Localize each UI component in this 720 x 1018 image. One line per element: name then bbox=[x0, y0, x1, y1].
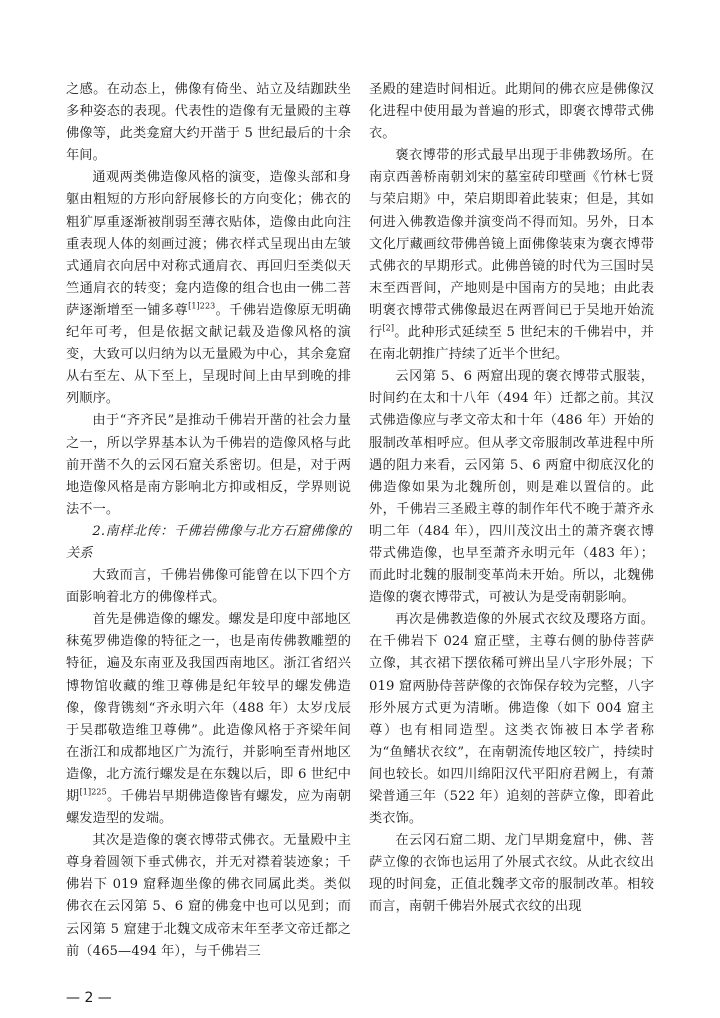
paragraph: 由于“齐齐民”是推动千佛岩开凿的社会力量之一，所以学界基本认为千佛岩的造像风格与此前开凿不久的云冈石窟关系密切。但是，对于两地造像风格是南方影响北方抑或相反，学界则说法不一。 bbox=[66, 413, 351, 517]
citation-ref: [1]223 bbox=[188, 301, 216, 311]
paragraph: 大致而言，千佛岩佛像可能曾在以下四个方面影响着北方的佛像样式。 bbox=[66, 568, 351, 606]
page-number: — 2 — bbox=[66, 990, 112, 1006]
paragraph: 云冈第 5、6 两窟出现的褒衣博带式服装，时间约在太和十八年（494 年）迁都之前。其汉式佛造像应与孝文帝太和十年（486 年）开始的服制改革相呼应。但从孝文帝服制改革进程中所遇的阻力来看，云冈第 5、6 两窟中彻底汉化的佛造像如果为北魏所创，则是难以置信的。此外，千佛岩三圣殿主尊的制作年代不晚于萧齐永明二年（484 年），四川茂汶出土的萧齐褒衣博带式佛造像，也早至萧齐永明元年（483 年）；而此时北魏的服制变革尚未开始。所以，北魏佛造像的褒衣博带式，可被认为是受南朝影响。 bbox=[369, 369, 654, 606]
paragraph-text: 。此种形式延续至 5 世纪末的千佛岩中，并在南北朝推广持续了近半个世纪。 bbox=[369, 325, 655, 363]
paragraph: 其次是造像的褒衣博带式佛衣。无量殿中主尊身着圆领下垂式佛衣，并无对襟着装迹象；千佛岩下 019 窟释迦坐像的佛衣同属此类。类似佛衣在云冈第 5、6 窟的佛龛中也可以见到；而云冈第 5 窟建于北魏文成帝末年至孝文帝迁都之前（465—494 年），与千佛岩三 bbox=[66, 833, 351, 959]
left-column bbox=[66, 79, 351, 963]
citation-ref: [2] bbox=[382, 323, 395, 333]
paragraph-text: 首先是佛造像的螺发。螺发是印度中部地区秣菟罗佛造像的特征之一，也是南传佛教雕塑的特征，遍及东南亚及我国西南地区。浙江省绍兴博物馆收藏的维卫尊佛是纪年较早的螺发佛造像，像背镌刻“齐永明六年（488 年）太岁戊辰于吴郡敬造维卫尊佛”。此造像风格于齐梁年间在浙江和成都地区广为流行，并影响至青州地区造像，北方流行螺发是在东魏以后，即 6 世纪中期 bbox=[66, 612, 351, 804]
paragraph: 之感。在动态上，佛像有倚坐、站立及结跏趺坐多种姿态的表现。代表性的造像有无量殿的主尊佛像等，此类龛窟大约开凿于 5 世纪最后的十余年间。 bbox=[66, 82, 351, 164]
paragraph-text: 。千佛岩早期佛造像皆有螺发，应为南朝螺发造型的发端。 bbox=[66, 789, 351, 827]
paragraph bbox=[369, 145, 654, 366]
right-column bbox=[369, 79, 654, 919]
citation-ref: [1]225 bbox=[79, 787, 107, 797]
paragraph bbox=[66, 167, 351, 410]
paragraph-text: 。千佛岩造像原无明确纪年可考，但是依据文献记载及造像风格的演变，大致可以归纳为以无量殿为中心，其余龛窟从右至左、从下至上，呈现时间上由早到晚的排列顺序。 bbox=[66, 302, 352, 407]
paragraph-text: 褒衣博带的形式最早出现于非佛教场所。在南京西善桥南朝刘宋的墓室砖印壁画《竹林七贤与荣启期》中，荣启期即着此装束；但是，其如何进入佛教造像并演变尚不得而知。另外，日本文化厅藏画纹带佛兽镜上面佛像装束为褒衣博带式佛衣的早期形式。此佛兽镜的时代为三国时吴末至西晋间，产地则是中国南方的吴地；由此表明褒衣博带式佛像最迟在两晋间已于吴地开始流行 bbox=[369, 148, 654, 341]
paragraph bbox=[66, 609, 351, 830]
section-heading: 2.南样北传：千佛岩佛像与北方石窟佛像的关系 bbox=[66, 523, 351, 561]
paragraph: 圣殿的建造时间相近。此期间的佛衣应是佛像汉化进程中使用最为普遍的形式，即褒衣博带式佛衣。 bbox=[369, 82, 654, 142]
paragraph: 在云冈石窟二期、龙门早期龛窟中，佛、菩萨立像的衣饰也运用了外展式衣纹。从此衣纹出现的时间龛，正值北魏孝文帝的服制改革。相较而言，南朝千佛岩外展式衣纹的出现 bbox=[369, 833, 654, 915]
paragraph: 再次是佛教造像的外展式衣纹及璎珞方面。在千佛岩下 024 窟正壁，主尊右侧的胁侍菩萨立像，其衣裙下摆依稀可辨出呈八字形外展；下 019 窟两胁侍菩萨像的衣饰保存较为完整，八字形外展方式更为清晰。佛造像（如下 004 窟主尊）也有相同造型。这类衣饰被日本学者称为“鱼鳍状衣纹”，在南朝流传地区较广，持续时间也较长。如四川绵阳汉代平阳府君阙上，有萧梁普通三年（522 年）追刻的菩萨立像，即着此类衣饰。 bbox=[369, 612, 654, 827]
paragraph-text: 通观两类佛造像风格的演变，造像头部和身躯由粗短的方形向舒展修长的方向变化；佛衣的粗犷厚重逐渐被削弱至薄衣贴体，造像由此向注重表现人体的刻画过渡；佛衣样式呈现出由左皱式通肩衣向居中对称式通肩衣、再回归至类似天竺通肩衣的转变；龛内造像的组合也由一佛二菩萨逐渐增至一铺多尊 bbox=[66, 170, 351, 318]
